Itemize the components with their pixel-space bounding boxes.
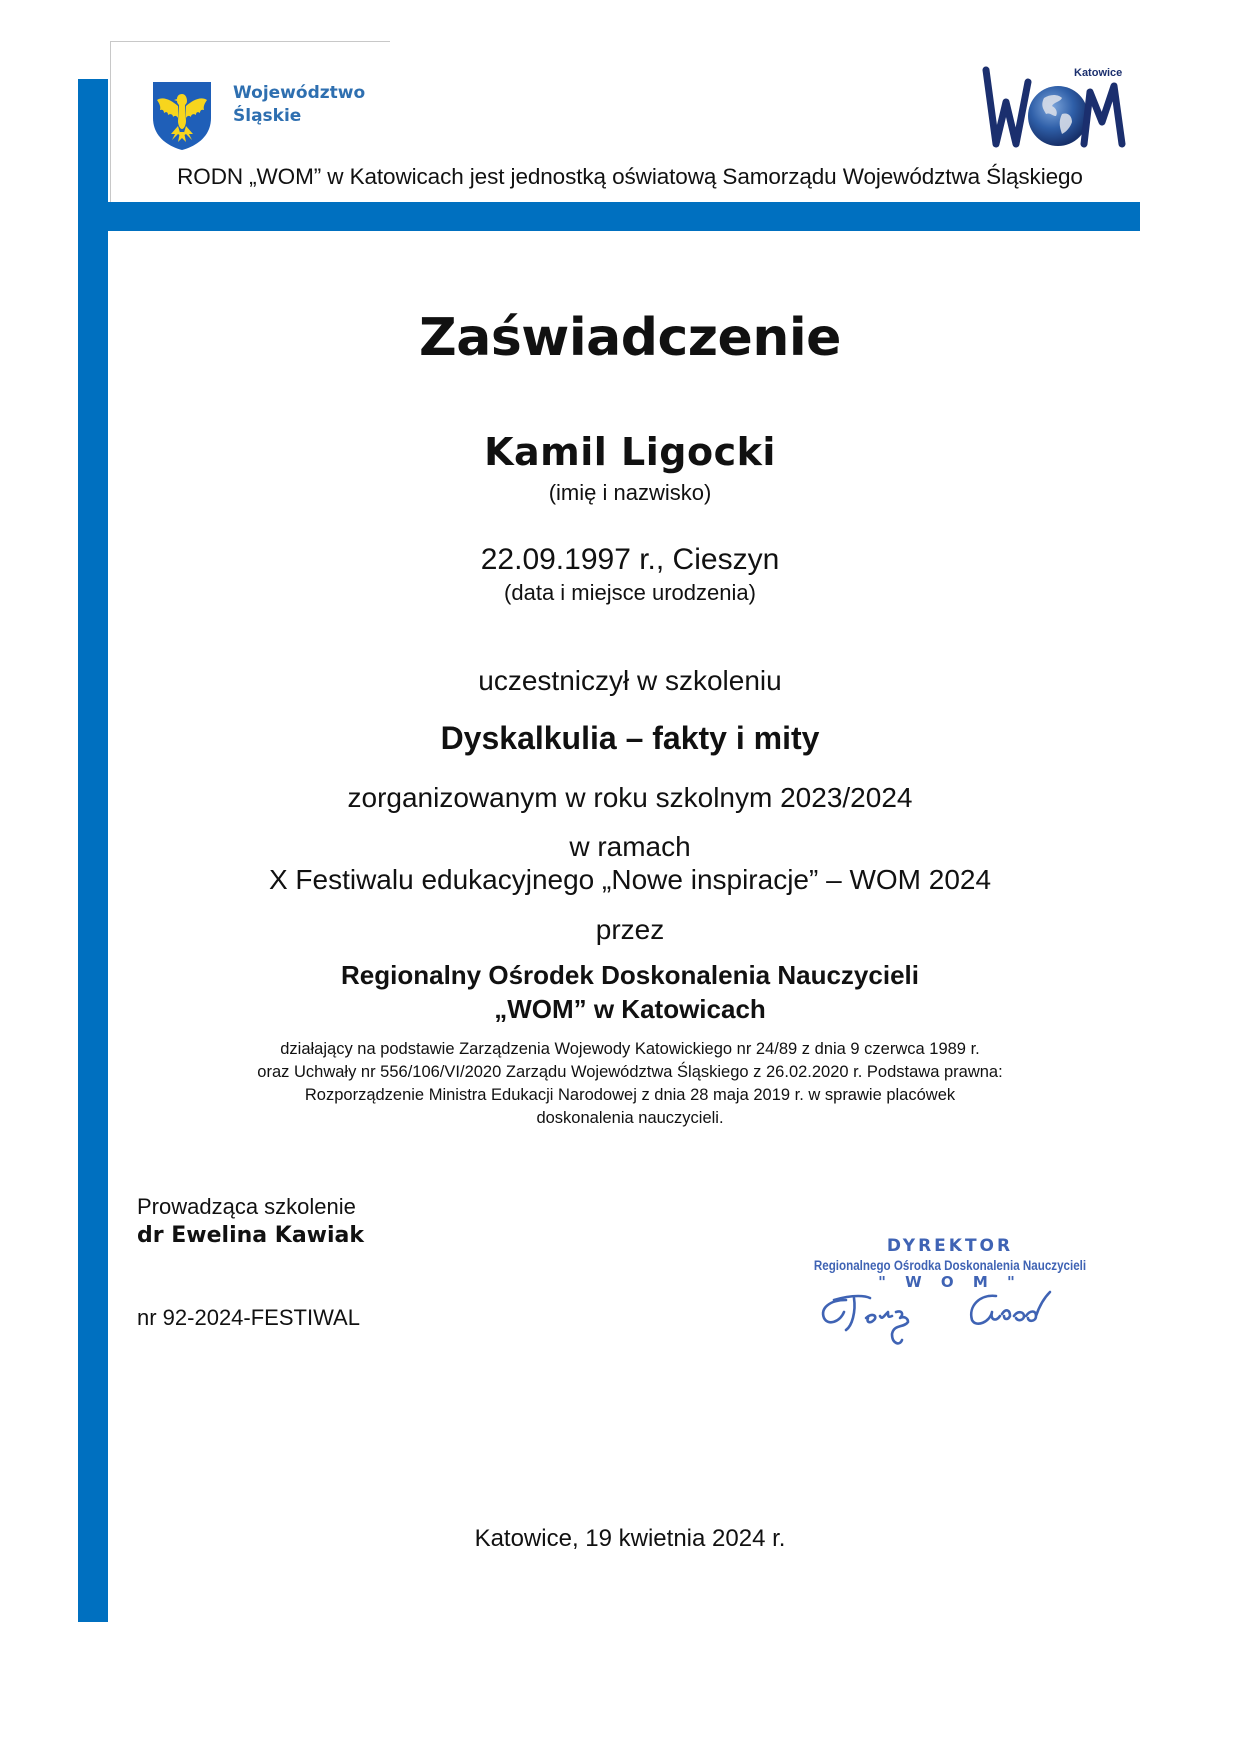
stamp-short-name: " W O M "	[878, 1273, 1022, 1291]
stamp-organization: Regionalnego Ośrodka Doskonalenia Nauczycieli	[813, 1258, 1087, 1273]
stamp-title: DYREKTOR	[886, 1236, 1014, 1256]
header-accent-bar	[108, 202, 1140, 231]
birth-info: 22.09.1997 r., Cieszyn	[480, 543, 780, 576]
svg-text:Katowice: Katowice	[1074, 67, 1123, 79]
certificate-title: Zaświadczenie	[419, 308, 841, 368]
trainer-label: Prowadząca szkolenie	[137, 1194, 356, 1219]
region-logo-line2: Śląskie	[233, 106, 302, 126]
framework-text: w ramach	[569, 831, 691, 862]
organized-text: zorganizowanym w roku szkolnym 2023/2024	[347, 782, 913, 813]
organizer-name-line2: „WOM” w Katowicach	[494, 994, 766, 1024]
legal-basis-line: Rozporządzenie Ministra Edukacji Narodowej z dnia 28 maja 2019 r. w sprawie placówek	[304, 1086, 956, 1104]
legal-basis-line: doskonalenia nauczycieli.	[536, 1109, 724, 1127]
by-text: przez	[595, 914, 665, 945]
place-and-date: Katowice, 19 kwietnia 2024 r.	[474, 1525, 786, 1552]
trainer-name: dr Ewelina Kawiak	[137, 1223, 365, 1248]
institution-statement: RODN „WOM” w Katowicach jest jednostką oświatową Samorządu Województwa Śląskiego	[177, 164, 1083, 189]
certificate-number: nr 92-2024-FESTIWAL	[137, 1305, 360, 1330]
festival-name: X Festiwalu edukacyjnego „Nowe inspiracje” – WOM 2024	[268, 864, 992, 895]
birth-info-caption: (data i miejsce urodzenia)	[504, 580, 756, 605]
legal-basis-line: działający na podstawie Zarządzenia Wojewody Katowickiego nr 24/89 z dnia 9 czerwca 1989 r.	[280, 1040, 980, 1058]
silesia-eagle-shield-icon	[151, 80, 213, 152]
wom-globe-logo	[982, 62, 1130, 150]
recipient-name: Kamil Ligocki	[484, 430, 776, 474]
director-stamp	[790, 1236, 1110, 1356]
participation-text: uczestniczył w szkoleniu	[478, 665, 782, 696]
recipient-name-caption: (imię i nazwisko)	[548, 480, 712, 505]
director-signature	[810, 1286, 1070, 1356]
header-frame-line	[110, 41, 390, 42]
region-logo-line1: Województwo	[233, 83, 366, 103]
region-logo-text	[233, 82, 365, 128]
legal-basis-line: oraz Uchwały nr 556/106/VI/2020 Zarządu Województwa Śląskiego z 26.02.2020 r. Podstawa prawna:	[257, 1063, 1003, 1081]
course-title: Dyskalkulia – fakty i mity	[440, 720, 820, 756]
organizer-name-line1: Regionalny Ośrodek Doskonalenia Nauczycieli	[341, 960, 919, 990]
